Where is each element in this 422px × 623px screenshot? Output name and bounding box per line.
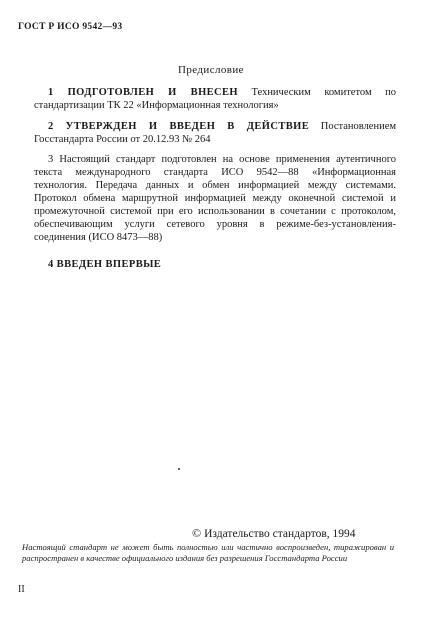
paragraph-4-text: 4 ВВЕДЕН ВПЕРВЫЕ bbox=[48, 259, 162, 270]
paragraph-4 bbox=[34, 258, 396, 271]
reproduction-notice: Настоящий стандарт не может быть полностью или частично воспроизведен, тиражирован и распространен в качестве официального издания без разрешения Госстандарта России bbox=[22, 542, 394, 563]
paragraph-1-text: Техническим комитетом по стандартизации ТК 22 «Информационная технология» bbox=[34, 87, 396, 111]
page-number: II bbox=[18, 584, 25, 595]
paragraph-3 bbox=[34, 153, 396, 244]
paragraph-1 bbox=[34, 86, 396, 112]
paragraph-2 bbox=[34, 120, 396, 146]
section-title: Предисловие bbox=[178, 64, 244, 76]
copyright-text: Издательство стандартов, 1994 bbox=[204, 528, 356, 540]
paragraph-2-lead: 2 УТВЕРЖДЕН И ВВЕДЕН В ДЕЙСТВИЕ bbox=[48, 121, 310, 132]
copyright-symbol: © bbox=[192, 526, 202, 540]
paragraph-2-body bbox=[34, 120, 396, 146]
stray-dot bbox=[178, 468, 180, 470]
paragraph-1-body bbox=[34, 86, 396, 112]
paragraph-2-text: Постановлением Госстандарта России от 20.12.93 № 264 bbox=[34, 121, 397, 145]
copyright-line bbox=[192, 526, 356, 541]
document-header: ГОСТ Р ИСО 9542—93 bbox=[18, 22, 123, 32]
paragraph-3-text: 3 Настоящий стандарт подготовлен на основе применения аутентичного текста международного стандарта ИСО 9542—88 «Информационная технология. Передача данных и обмен информацией между системами. Протокол обмена маршрутной информацией между оконечной системой и промежуточной системой при его использовании в сочетании с протоколом, обеспечивающим услуги сетевого уровня в режиме-без-установления-соединения (ИСО 8473—88) bbox=[34, 154, 396, 243]
paragraph-1-lead: 1 ПОДГОТОВЛЕН И ВНЕСЕН bbox=[48, 87, 238, 98]
